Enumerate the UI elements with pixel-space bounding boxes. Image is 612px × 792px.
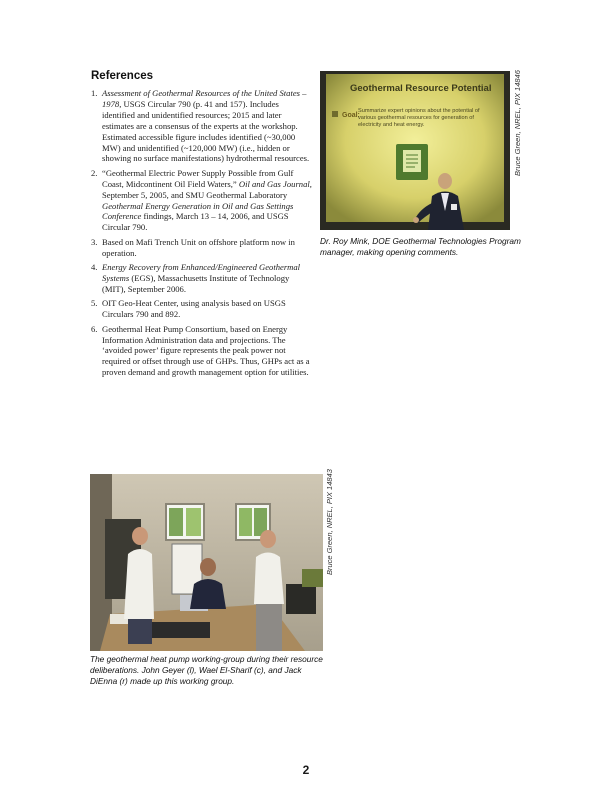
reference-title: Oil and Gas Journal: [238, 178, 310, 189]
photo-slide-presentation: [320, 71, 510, 230]
page-number: 2: [302, 763, 310, 777]
references-list: [91, 88, 313, 378]
reference-item: [91, 88, 313, 164]
reference-text: (EGS), Massachusetts Institute of Technology (MIT), September 2006.: [102, 273, 290, 294]
reference-text: findings, March 13 – 14, 2006, and USGS Circular 790.: [102, 211, 289, 233]
slide-goal-label: Goal:: [342, 112, 360, 119]
reference-number: 1.: [91, 88, 98, 98]
reference-title: Assessment of Geothermal Resources of the United States – 1978: [102, 88, 307, 109]
references-heading: References: [91, 70, 154, 82]
caption-top-photo: Dr. Roy Mink, DOE Geothermal Technologies Program manager, making opening comments.: [320, 236, 521, 258]
reference-text: Geothermal Heat Pump Consortium, based on Energy Information Administration data and projections. The ‘avoided power’ figure represents the peak power not required or offset through use of GHPs. Thus, GHPs act as a proven demand and growth management option for utilities.: [102, 323, 310, 378]
reference-text: “Geothermal Electric Power Supply Possible from Gulf Coast, Midcontinent Oil Field Waters,”: [102, 167, 294, 189]
reference-number: 3.: [91, 236, 98, 247]
reference-number: 4.: [91, 262, 98, 273]
slide-goal-text: Summarize expert opinions about the potential of various geothermal resources for generation of electricity and heat energy.: [358, 108, 480, 128]
reference-number: 2.: [91, 167, 98, 178]
references-section: [91, 70, 313, 382]
photo-credit-top: Bruce Green, NREL, PIX 14846: [513, 70, 522, 176]
reference-number: 6.: [91, 323, 98, 334]
reference-title: Geothermal Energy Generation in Oil and Gas Settings Conference: [102, 200, 294, 222]
reference-title: Energy Recovery from Enhanced/Engineered Geothermal Systems: [102, 262, 301, 283]
photo-credit-bottom: Bruce Green, NREL, PIX 14843: [325, 469, 334, 575]
reference-item: [91, 262, 313, 295]
reference-text: , September 5, 2005, and SMU Geothermal Laboratory: [102, 178, 312, 200]
reference-item: [91, 168, 313, 233]
photo-working-group: [90, 474, 323, 651]
reference-number: 5.: [91, 298, 98, 309]
reference-text: , USGS Circular 790 (p. 41 and 157). Includes identified and unidentified resources; 2015 and later estimates are a consensus of the experts at the workshop. Estimated accessible figure includes identified (~30,000 MW) and unidentified (~120,000 MW) (i.e., hidden or showing no surface manifestations) hydrothermal resources.: [102, 98, 310, 164]
slide-title: Geothermal Resource Potential: [350, 83, 492, 94]
caption-bottom-photo: The geothermal heat pump working-group during their resource deliberations. John Geyer (l), Wael El-Sharif (c), and Jack DiEnna (r) made up this working group.: [90, 654, 323, 687]
reference-item: [91, 324, 313, 379]
reference-item: [91, 298, 313, 320]
reference-text: OIT Geo-Heat Center, using analysis based on USGS Circulars 790 and 892.: [102, 298, 286, 320]
reference-text: Based on Mafi Trench Unit on offshore platform now in operation.: [102, 236, 295, 258]
reference-item: [91, 237, 313, 259]
